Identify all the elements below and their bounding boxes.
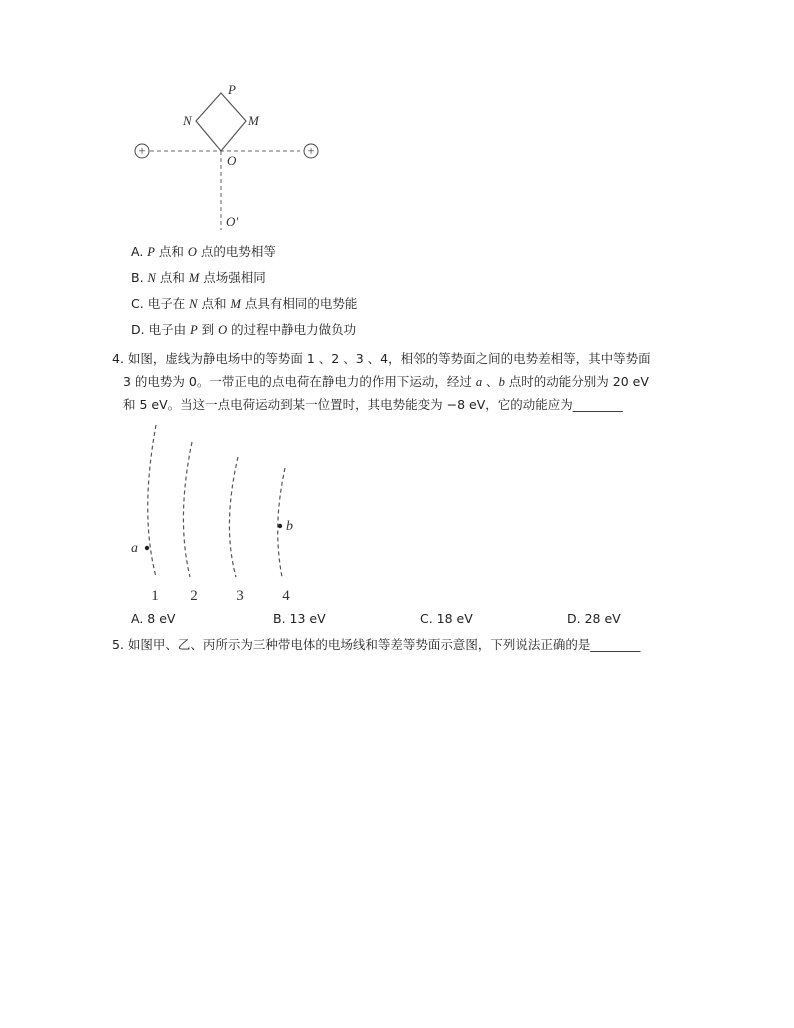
point-a-dot [145,546,149,550]
text-segment: 电子由 [148,322,191,337]
text-segment: 点和 [197,296,231,311]
text-segment: 点和 [154,244,188,259]
label-2: 2 [190,588,198,604]
text-segment: 电子在 [147,296,190,311]
label-1: 1 [151,588,159,604]
variable-symbol: P [190,323,198,337]
variable-symbol: b [498,375,505,389]
variable-symbol: P [147,245,155,259]
text-segment: 和 5 eV。当这一点电荷运动到某一位置时，其电势能变为 −8 eV，它的动能应为________ [123,397,623,412]
variable-symbol: N [147,271,156,285]
label-o-prime: O′ [226,214,239,229]
text-segment: 3 的电势为 0。一带正电的点电荷在静电力的作用下运动，经过 [123,374,476,389]
option-prefix: D. [131,322,149,337]
option-prefix: A. [131,244,148,259]
q3-option-d [131,321,356,339]
text-segment: 点具有相同的电势能 [240,296,358,311]
label-p: P [228,82,236,97]
label-n: N [183,113,192,128]
diamond-charges-figure [120,75,340,235]
variable-symbol: O [187,245,197,259]
text-segment: 点和 [155,270,189,285]
text-segment: 点时的动能分别为 20 eV [504,374,649,389]
q3-option-a [131,243,276,261]
equipotential-curve-1 [148,425,156,577]
variable-symbol: M [230,297,241,311]
label-m: M [248,113,259,128]
option-prefix: C. [131,296,148,311]
q4-option-c: C. 18 eV [420,611,473,626]
option-prefix: B. [131,270,148,285]
variable-symbol: O [218,323,228,337]
charge-right-label: + [307,143,315,158]
q5-line-1: 5. 如图甲、乙、丙所示为三种带电体的电场线和等差等势面示意图，下列说法正确的是________ [112,637,641,652]
text-segment: 到 [197,322,219,337]
equipotential-curve-4 [278,468,285,577]
label-a: a [131,541,138,556]
diamond-shape [196,93,246,151]
equipotential-curve-3 [229,457,238,577]
charge-left-label: + [138,143,146,158]
variable-symbol: M [188,271,200,285]
equipotential-figure [120,420,320,610]
variable-symbol: a [475,375,483,389]
label-4: 4 [282,588,290,604]
text-segment: 点场强相同 [199,270,266,285]
q4-option-d: D. 28 eV [567,611,621,626]
q3-option-c [131,295,357,313]
label-o: O [227,153,237,168]
label-3: 3 [236,588,244,604]
q4-line-2 [123,373,649,391]
q4-option-b: B. 13 eV [273,611,326,626]
equipotential-curve-2 [183,442,192,577]
q4-line-3 [123,396,623,414]
q4-line-1: 4. 如图，虚线为静电场中的等势面 1 、2 、3 、4，相邻的等势面之间的电势差相等，其中等势面 [112,351,651,366]
point-b-dot [278,524,282,528]
variable-symbol: N [189,297,198,311]
text-segment: 、 [482,374,499,389]
text-segment: 点的电势相等 [196,244,276,259]
q4-option-a: A. 8 eV [131,611,176,626]
q3-option-b [131,269,266,287]
text-segment: 的过程中静电力做负功 [227,322,357,337]
label-b: b [286,519,293,534]
